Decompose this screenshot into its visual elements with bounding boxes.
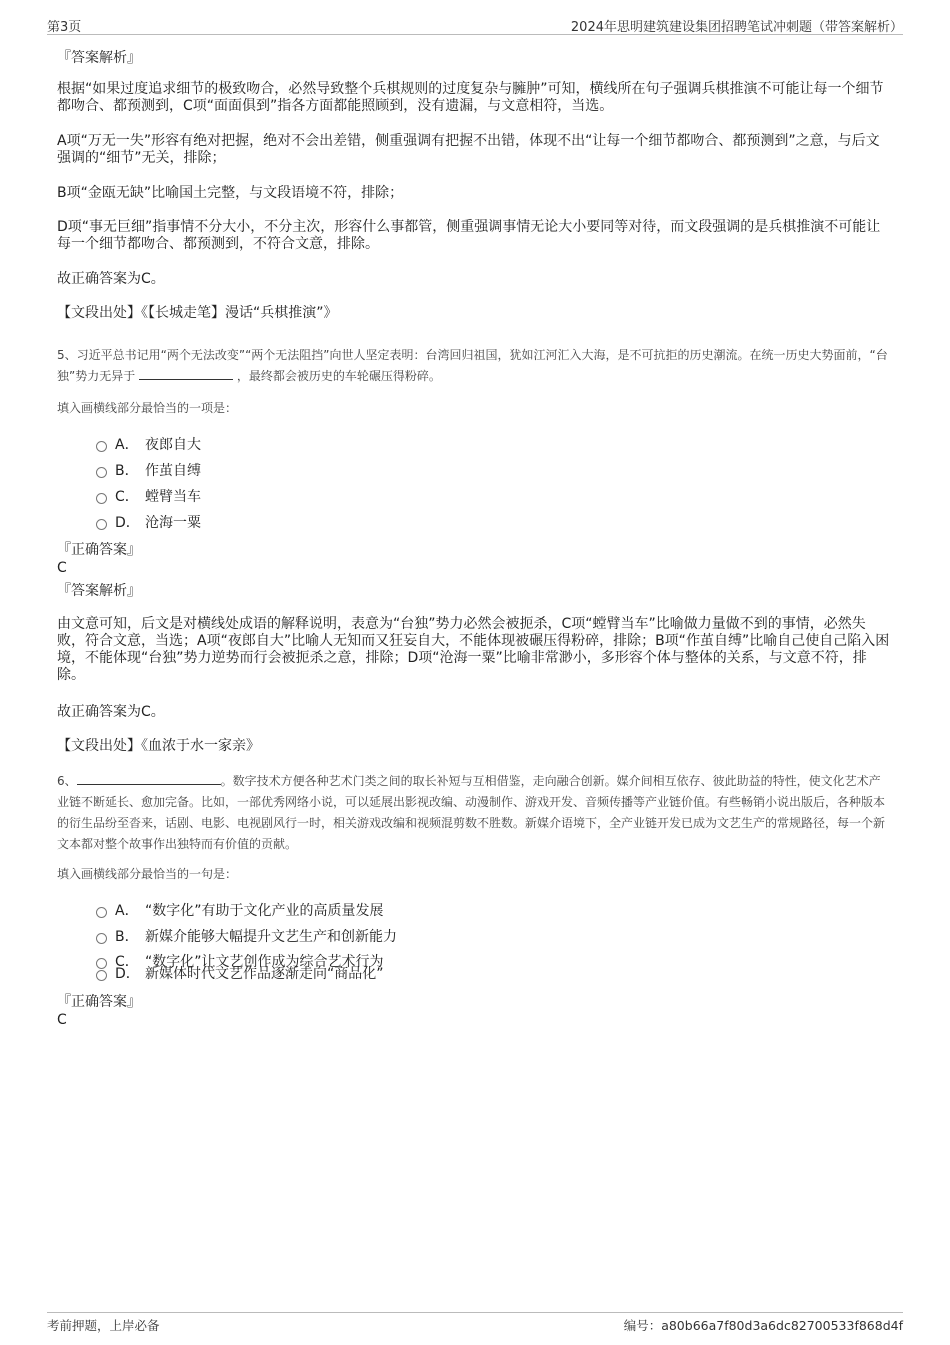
q5-blank xyxy=(139,367,233,380)
q6-answer-label: 『正确答案』 xyxy=(57,994,141,1010)
q5-stem-part2: ，最终都会被历史的车轮碾压得粉碎。 xyxy=(236,369,441,383)
q4-analysis-label: 『答案解析』 xyxy=(57,50,141,66)
q5-option-c[interactable]: C． 螳臂当车 xyxy=(96,488,201,506)
q5-analysis: 由文意可知，后文是对横线处成语的解释说明，表意为“台独”势力必然会被扼杀，C项“螳臂当车”比喻做力量做不到的事情，必然失败，符合文意，当选；A项“夜郎自大”比喻人无知而又狂妄自大，不能体现被碾压得粉碎，排除；B项“作茧自缚”比喻自己使自己陷入困境，不能体现“台独”势力逆势而行会被扼杀之意，排除；D项“沧海一粟”比喻非常渺小，多形容个体与整体的关系，与文意不符，排除。 xyxy=(57,616,890,683)
q6-blank xyxy=(77,772,221,785)
q4-analysis-p2: A项“万无一失”形容有绝对把握，绝对不会出差错，侧重强调有把握不出错，体现不出“让每一个细节都吻合、都预测到”之意，与后文强调的“细节”无关，排除； xyxy=(57,133,880,166)
page-number: 第3页 xyxy=(47,20,82,35)
q4-source: 【文段出处】《【长城走笔】漫话“兵棋推演”》 xyxy=(57,305,338,321)
q6-stem-text: 。数字技术方便各种艺术门类之间的取长补短与互相借鉴，走向融合创新。媒介间相互依存、彼此助益的特性，使文化艺术产业链不断延长、愈加完备。比如，一部优秀网络小说，可以延展出影视改编、动漫制作、游戏开发、音频传播等产业链价值。有些畅销小说出版后，各种版本的衍生品纷至沓来，话剧、电影、电视剧风行一时，相关游戏改编和视频混剪数不胜数。新媒介语境下，全产业链开发已成为文艺生产的常规路径，每一个新文本都对整个故事作出独特而有价值的贡献。 xyxy=(57,774,886,851)
radio-icon[interactable] xyxy=(96,970,107,981)
q6-stem xyxy=(57,771,892,855)
q5-answer-label: 『正确答案』 xyxy=(57,542,141,558)
footer-slogan: 考前押题，上岸必备 xyxy=(47,1318,160,1333)
radio-icon[interactable] xyxy=(96,933,107,944)
q5-answer: C xyxy=(57,560,67,576)
q5-source: 【文段出处】《血浓于水一家亲》 xyxy=(57,738,260,754)
page-footer xyxy=(47,1312,903,1337)
q5-stem xyxy=(57,345,892,387)
document-title: 2024年思明建筑建设集团招聘笔试冲刺题（带答案解析） xyxy=(570,20,903,35)
radio-icon[interactable] xyxy=(96,467,107,478)
q5-option-a[interactable]: A． 夜郎自大 xyxy=(96,436,201,454)
q5-prompt: 填入画横线部分最恰当的一项是： xyxy=(57,401,238,415)
q5-option-d[interactable]: D． 沧海一粟 xyxy=(96,514,201,532)
q6-answer: C xyxy=(57,1012,67,1028)
q6-number: 6、 xyxy=(57,774,77,788)
page-header xyxy=(47,14,903,35)
q4-conclusion: 故正确答案为C。 xyxy=(57,271,165,287)
q5-option-b[interactable]: B． 作茧自缚 xyxy=(96,462,201,480)
radio-icon[interactable] xyxy=(96,441,107,452)
q4-analysis-p4: D项“事无巨细”指事情不分大小，不分主次，形容什么事都管，侧重强调事情无论大小要同等对待，而文段强调的是兵棋推演不可能让每一个细节都吻合、都预测到，不符合文意，排除。 xyxy=(57,219,881,252)
q6-option-b[interactable]: B． 新媒介能够大幅提升文艺生产和创新能力 xyxy=(96,928,397,946)
radio-icon[interactable] xyxy=(96,907,107,918)
q6-option-c[interactable]: C． “数字化”让文艺创作成为综合艺术行为 xyxy=(96,953,384,971)
q4-analysis-p1: 根据“如果过度追求细节的极致吻合，必然导致整个兵棋规则的过度复杂与臃肿”可知，横线所在句子强调兵棋推演不可能让每一个细节都吻合、都预测到，C项“面面俱到”指各方面都能照顾到，没有遗漏，与文意相符，当选。 xyxy=(57,81,884,114)
q5-stem-part1: 5、习近平总书记用“两个无法改变”“两个无法阻挡”向世人坚定表明：台湾回归祖国，犹如江河汇入大海，是不可抗拒的历史潮流。在统一历史大势面前，“台独”势力无异于 xyxy=(57,348,888,383)
q6-option-a[interactable]: A． “数字化”有助于文化产业的高质量发展 xyxy=(96,902,384,920)
q6-prompt: 填入画横线部分最恰当的一句是： xyxy=(57,867,238,881)
q6-option-d[interactable]: D． 新媒体时代文艺作品逐渐走向“商品化” xyxy=(96,965,384,983)
radio-icon[interactable] xyxy=(96,493,107,504)
q5-conclusion: 故正确答案为C。 xyxy=(57,704,165,720)
radio-icon[interactable] xyxy=(96,519,107,530)
q5-analysis-label: 『答案解析』 xyxy=(57,583,141,599)
footer-id: 编号：a80b66a7f80d3a6dc82700533f868d4f xyxy=(623,1318,903,1333)
q4-analysis-p3: B项“金瓯无缺”比喻国土完整，与文段语境不符，排除； xyxy=(57,185,404,201)
